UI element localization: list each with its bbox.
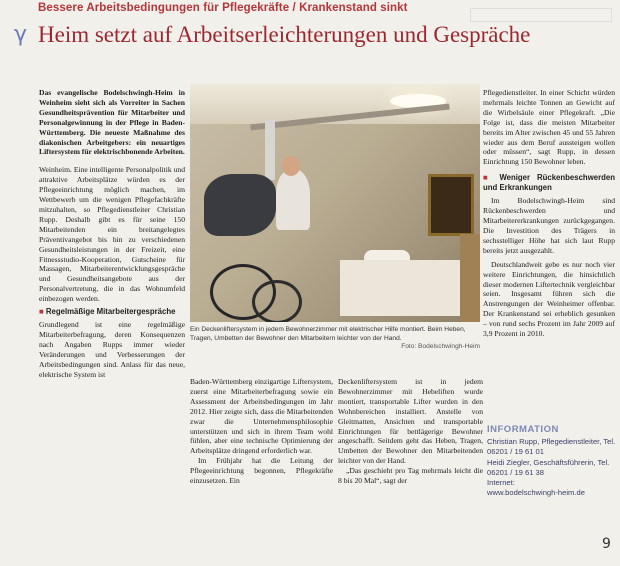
- article-photo: [190, 84, 480, 322]
- article-kicker: Bessere Arbeitsbedingungen für Pflegekräfte / Krankenstand sinkt: [38, 2, 408, 14]
- body-paragraph: Deckenliftersystem ist in jedem Bewohnerzimmer mit Hebeliften wurde montiert, transportable Lifter wurden in den Wohnbereichen installiert. Anstelle von Gleitmatten, Ansichten und transportable Einrichtungen für bettlägerige Bewohner angeschafft. Seitdem geht das Heben, Tragen, Umbetten der Bewohner den Mitarbeitenden leichter von der Hand.: [338, 377, 483, 466]
- info-title: INFORMATION: [487, 424, 559, 435]
- column-4: [483, 88, 615, 339]
- photo-sling: [204, 174, 276, 236]
- photo-credit: Foto: Bodelschwingh-Heim: [401, 343, 480, 351]
- body-paragraph: Im Frühjahr hat die Leitung der Pflegeeinrichtung begonnen, Pflegekräfte einzusetzen. Ein: [190, 456, 333, 486]
- info-internet-label: Internet:: [487, 478, 515, 488]
- photo-wheelchair-wheel: [252, 280, 302, 322]
- body-paragraph: Deutschlandweit gebe es nur noch vier weitere Einrichtungen, die hinsichtlich dieser modernen Liftertechnik vergleichbar seien. Insgesamt führen sich die Anstrengungen der Weinheimer offenbar. Der Krankenstand sei erheblich gesunken – von rund sechs Prozent im Jahr 2009 auf 3,9 Prozent in 2010.: [483, 259, 615, 339]
- faint-box: [470, 8, 612, 22]
- info-website: www.bodelschwingh-heim.de: [487, 488, 585, 498]
- photo-caption: [190, 326, 480, 352]
- column-2: [190, 377, 333, 486]
- column-3: [338, 377, 483, 486]
- lead-paragraph: Das evangelische Bodelschwingh-Heim in Weinheim sieht sich als Vorreiter in Sachen Gesundheitsprävention für Mitarbeiter und Personalgewinnung in der Pflege in Baden-Württemberg. Die neueste Maßnahme des diakonischen Arbeitgebers: ein neuartiges Liftersystem für elektrischbonende Arbeiten.: [39, 88, 185, 157]
- caption-text: Ein Deckenliftersystem in jedem Bewohnerzimmer mit elektrischer Hilfe montiert. Beim Heben, Tragen, Umbetten der Bewohner den Mitarbeitern leichter von der Hand.: [190, 326, 466, 342]
- photo-cabinet: [460, 234, 480, 322]
- article-headline: Heim setzt auf Arbeitserleichterungen und Gespräche: [38, 22, 531, 47]
- subheading: ■ Regelmäßige Mitarbeitergespräche: [39, 307, 176, 317]
- photo-caregiver: [276, 170, 310, 230]
- photo-lift-arm: [265, 120, 275, 180]
- subheading-text: Regelmäßige Mitarbeitergespräche: [45, 307, 176, 317]
- body-paragraph: Pflegedienstleiter. In einer Schicht würden mehrmals leichte Tonnen an Gewicht auf die Wirbelsäule einer Pflegekraft. „Die Folge ist, dass die meisten Mitarbeiter bereits im Alter zwischen 45 und 55 Jahren wieder aus dem Beruf aussteigen wollen oder müssen“, sagt Rupp, in dessen Einrichtung 150 Bewohner leben.: [483, 88, 615, 167]
- body-paragraph: Grundlegend ist eine regelmäßige Mitarbeiterbefragung, deren Konsequenzen nach Angaben Rupps immer wieder Veränderungen und Verbesserungen der Arbeitsbedingungen sind. Anlass für das neue, elektrische System ist: [39, 320, 185, 379]
- page-number: 9: [602, 536, 611, 552]
- subheading-text: Weniger Rückenbeschwerden und Erkrankungen: [483, 173, 615, 193]
- subheading: ■ Weniger Rückenbeschwerden und Erkrankungen: [483, 173, 615, 193]
- photo-bed: [340, 260, 472, 316]
- body-paragraph: Weinheim. Eine intelligente Personalpolitik und attraktive Arbeitsplätze würden es der Pflegeeinrichtung möglich machen, im Wettbewerb um die wenigen Pflegefachkräfte mitzuhalten, so Pflegedienstleiter Christian Rupp. Deshalb gibt es für seine 150 Mitarbeitenden ein breitangelegtes Präventivangebot bis hin zu verschiedenen Gesundheitsleistungen in der Freizeit, eine Fitnessstudio-Kooperation, Gutscheine für Massagen, Mitarbeiterentwicklungsgespräche und Gesundheitsangebote aus der Personalvertretung, die in das Wohnumfeld einbezogen werden.: [39, 165, 185, 304]
- info-box: [487, 425, 617, 498]
- body-paragraph: „Das geschieht pro Tag mehrmals leicht die 8 bis 20 Mal“, sagt der: [338, 466, 483, 486]
- info-contact-1: Christian Rupp, Pflegedienstleiter, Tel. 06201 / 19 61 01: [487, 437, 616, 457]
- photo-caregiver-head: [282, 156, 300, 176]
- body-paragraph: Baden-Württemberg einzigartige Liftersystem, zuerst eine Mitarbeiterbefragung sowie ein Assessment der Arbeitsbedingungen im Jahr 2012. Hier zeigte sich, dass die Mitarbeitenden zwar die Unternehmensphilosophie unterstützen und sich in ihrem Team wohl fühlen, aber eine technische Optimierung der Arbeitsplätze dringend erforderlich war.: [190, 377, 333, 456]
- info-contact-2: Heidi Ziegler, Geschäftsführerin, Tel. 06201 / 19 61 38: [487, 457, 610, 477]
- handwritten-mark: γ: [14, 22, 28, 47]
- column-1: [39, 88, 185, 379]
- body-paragraph: Im Bodelschwingh-Heim sind Rückenbeschwerden und Mitarbeitererkrankungen zurückgegangen. Die Investition des Trägers in sechsstelliger Höhe hat sich laut Rupp bereits jetzt ausgezahlt.: [483, 196, 615, 255]
- photo-wall-painting: [428, 174, 474, 236]
